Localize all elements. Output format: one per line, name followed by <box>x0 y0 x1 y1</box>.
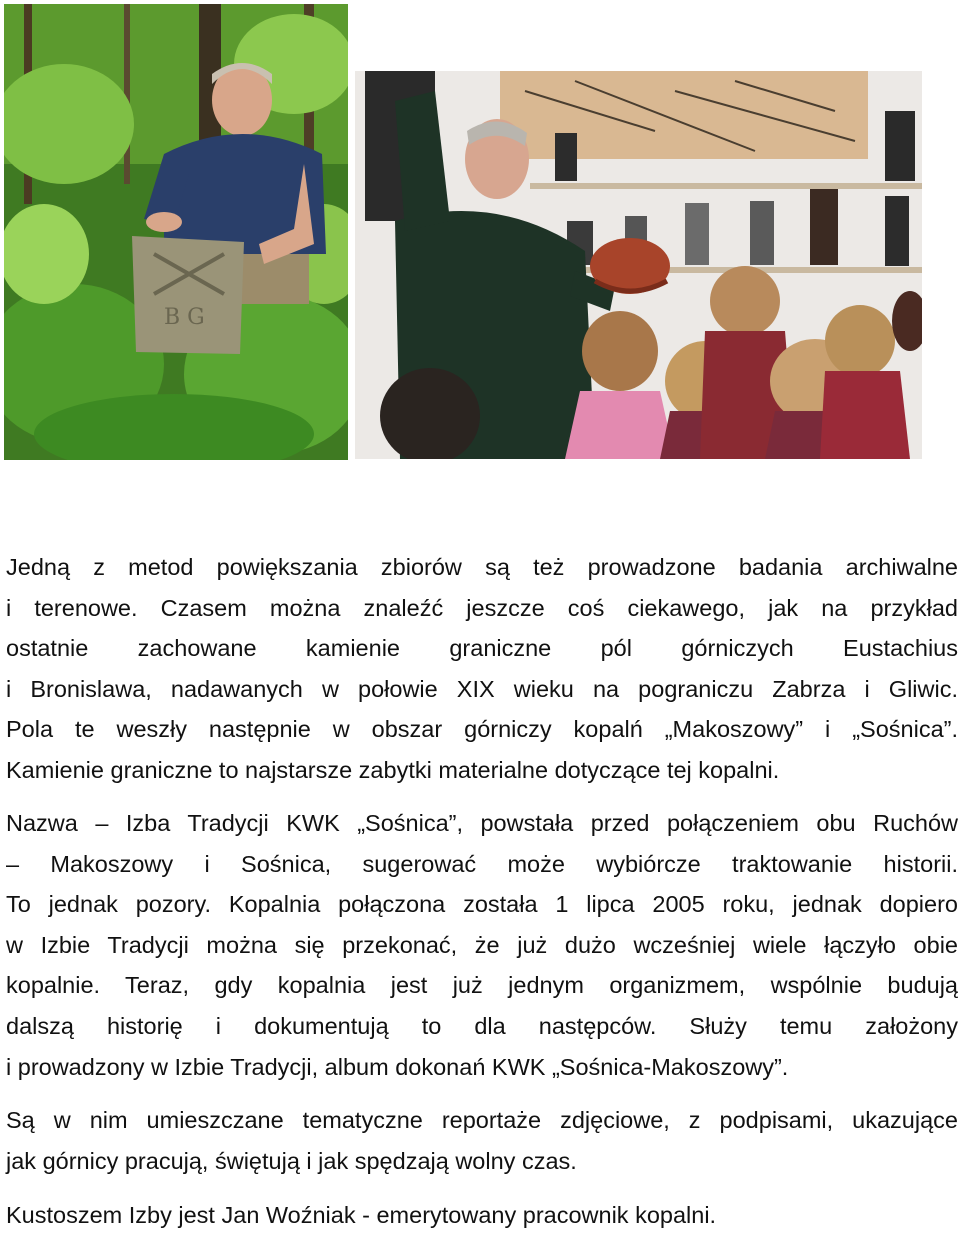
text-line: Są w nim umieszczane tematyczne reportaże zdjęciowe, z podpisami, ukazujące <box>6 1107 958 1133</box>
paragraph-photo-reports <box>6 1100 958 1181</box>
text-line: Nazwa – Izba Tradycji KWK „Sośnica”, powstała przed połączeniem obu Ruchów <box>6 810 958 836</box>
photo-guide-with-miners-helmet <box>355 71 922 459</box>
text-line: Pola te weszły następnie w obszar górniczy kopalń „Makoszowy” i „Sośnica”. <box>6 716 958 743</box>
paragraph-archival-research <box>6 547 958 791</box>
svg-text:B G: B G <box>164 305 205 330</box>
text-line: w Izbie Tradycji można się przekonać, że już dużo wcześniej wiele łączyło obie <box>6 931 958 958</box>
text-line: i terenowe. Czasem można znaleźć jeszcze coś ciekawego, jak na przykład <box>6 594 958 621</box>
text-line: – Makoszowy i Sośnica, sugerować może wybiórcze traktowanie historii. <box>6 850 958 877</box>
text-line: kopalnie. Teraz, gdy kopalnia jest już jednym organizmem, wspólnie budują <box>6 972 958 999</box>
text-line: Jedną z metod powiększania zbiorów są też prowadzone badania archiwalne <box>6 554 958 580</box>
text-line: To jednak pozory. Kopalnia połączona została 1 lipca 2005 roku, jednak dopiero <box>6 891 958 918</box>
paragraph-izba-tradycji <box>6 803 958 1087</box>
text-line: ostatnie zachowane kamienie graniczne pól górniczych Eustachius <box>6 635 958 662</box>
text-line: jak górnicy pracują, świętują i jak spędzają wolny czas. <box>6 1147 577 1174</box>
photo-man-with-boundary-stone <box>4 4 348 460</box>
text-line: dalszą historię i dokumentują to dla następców. Służy temu założony <box>6 1012 958 1039</box>
text-line: i prowadzony w Izbie Tradycji, album dokonań KWK „Sośnica-Makoszowy”. <box>6 1053 789 1080</box>
text-line: Kustoszem Izby jest Jan Woźniak - emerytowany pracownik kopalni. <box>6 1202 717 1228</box>
paragraph-curator <box>6 1195 958 1236</box>
text-line: i Bronislawa, nadawanych w połowie XIX wieku na pograniczu Zabrza i Gliwic. <box>6 675 958 702</box>
text-line: Kamienie graniczne to najstarsze zabytki materialne dotyczące tej kopalni. <box>6 756 780 783</box>
